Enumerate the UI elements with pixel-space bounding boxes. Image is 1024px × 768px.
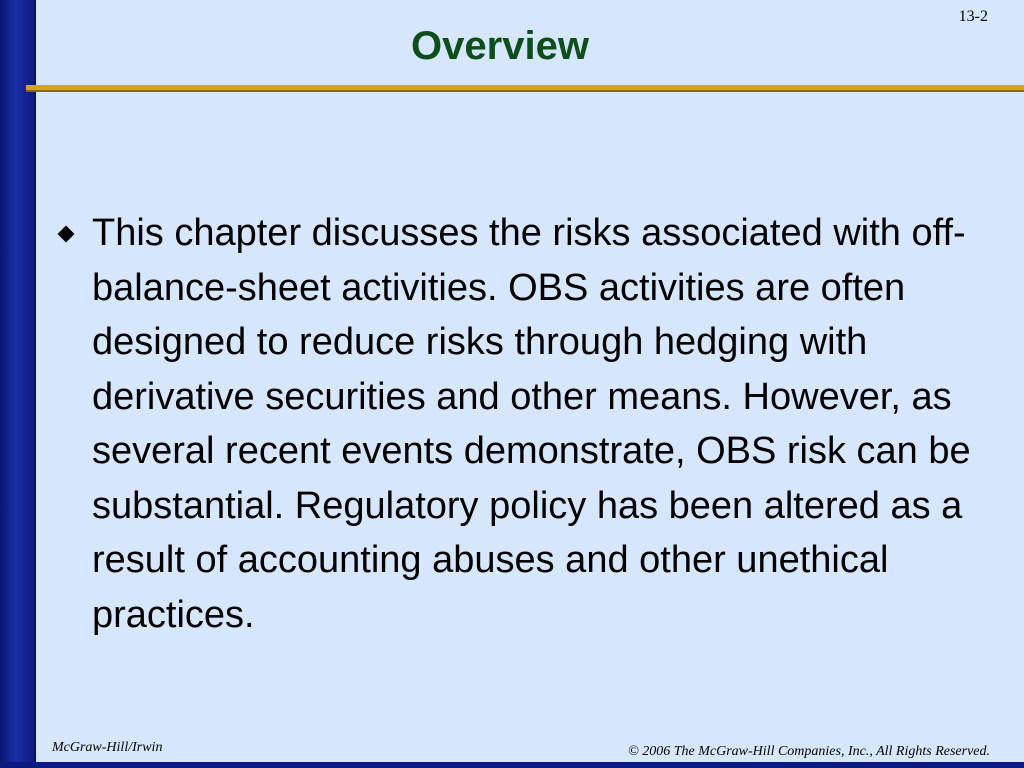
slide-title: Overview [411, 24, 589, 68]
bullet-text: This chapter discusses the risks associated with off-balance-sheet activities. OBS activities are often designed to reduce risks through hedging with derivative securities and other means. However, as several recent events demonstrate, OBS risk can be substantial. Regulatory policy has been altered as a result of accounting abuses and other unethical practices. [92, 212, 971, 636]
bullet-item [56, 206, 986, 642]
footer-copyright: © 2006 The McGraw-Hill Companies, Inc., All Rights Reserved. [628, 744, 990, 759]
diamond-bullet-icon [56, 224, 78, 246]
footer-publisher: McGraw-Hill/Irwin [52, 740, 163, 755]
left-accent-bar [0, 0, 36, 768]
bottom-accent-bar [0, 762, 1024, 768]
title-divider [26, 85, 1024, 92]
slide-number: 13-2 [958, 8, 988, 25]
